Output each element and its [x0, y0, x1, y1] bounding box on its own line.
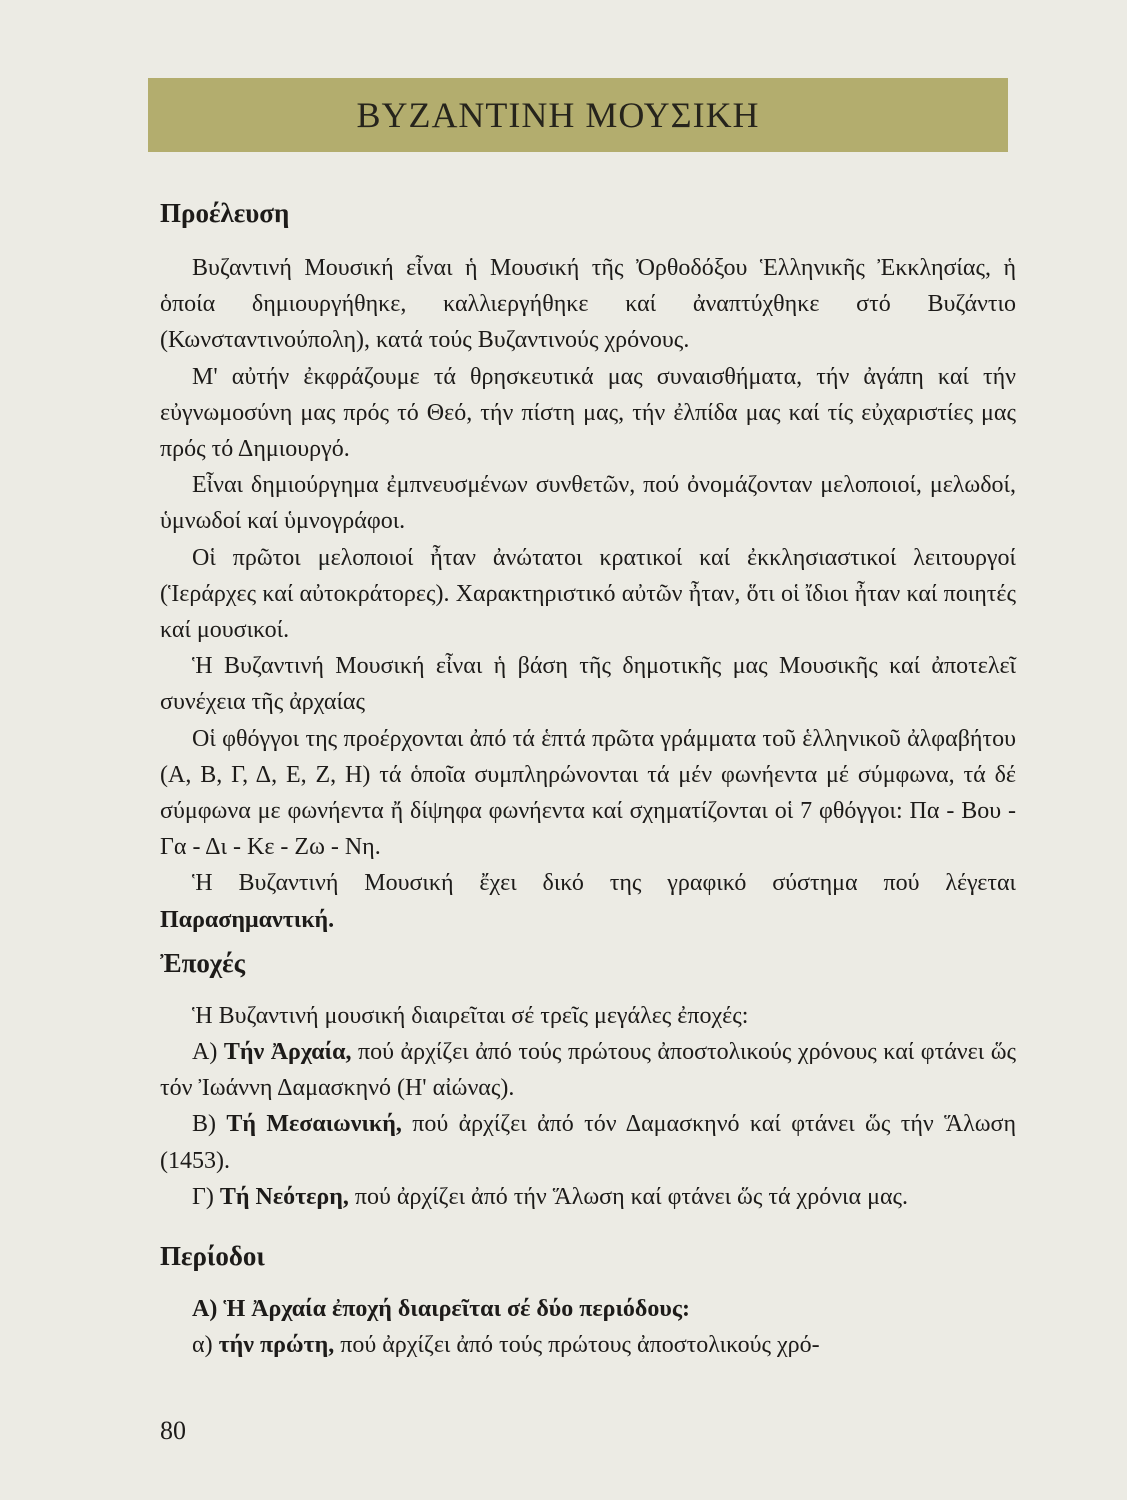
period-marker: α) [192, 1332, 213, 1359]
page-title: ΒΥΖΑΝΤΙΝΗ ΜΟΥΣΙΚΗ [356, 95, 760, 135]
paragraph: Εἶναι δημιούργημα ἐμπνευσμένων συνθετῶν, πού ὀνομάζονταν μελοποιοί, μελωδοί, ὑμνωδοί καί ὑμνογράφοι. [160, 472, 1016, 535]
era-text: πού ἀρχίζει ἀπό τόν Δαμασκηνό καί φτάνει ὥς τήν Ἅλωση (1453). [160, 1111, 1017, 1174]
heading-periods: Περίοδοι [160, 1241, 265, 1272]
paragraph: Μ' αὐτήν ἐκφράζουμε τά θρησκευτικά μας συναισθήματα, τήν ἀγάπη καί τήν εὐγνωμοσύνη μας πρός τό Θεό, τήν πίστη μας, τήν ἐλπίδα μας καί τίς εὐχαριστίες μας πρός τό Δημιουργό. [160, 363, 1016, 463]
periods-intro [160, 1291, 1016, 1327]
era-name: Τή Μεσαιωνική, [226, 1111, 402, 1138]
era-item [160, 1034, 1016, 1106]
era-item [160, 1106, 1016, 1178]
notation-text: Ἡ Βυζαντινή Μουσική ἔχει δικό της γραφικό σύστημα πού λέγεται [192, 870, 1016, 897]
title-banner [148, 78, 1008, 152]
heading-eras: Ἐποχές [160, 947, 245, 978]
era-text: πού ἀρχίζει ἀπό τήν Ἅλωση καί φτάνει ὥς τά χρόνια μας. [354, 1183, 909, 1210]
period-text: πού ἀρχίζει ἀπό τούς πρώτους ἀποστολικούς χρό- [340, 1332, 820, 1359]
period-item [160, 1327, 1016, 1363]
era-marker: Γ) [192, 1183, 214, 1210]
era-name: Τήν Ἀρχαία, [223, 1039, 352, 1066]
paragraph: Βυζαντινή Μουσική εἶναι ἡ Μουσική τῆς Ὀρθοδόξου Ἑλληνικῆς Ἐκκλησίας, ἡ ὁποία δημιουργήθηκε, καλλιεργήθηκε καί ἀναπτύχθηκε στό Βυζάντιο (Κωνσταντινούπολη), κατά τούς Βυζαντινούς χρόνους. [160, 255, 1016, 354]
period-name: τήν πρώτη, [218, 1332, 335, 1359]
heading-origin: Προέλευση [160, 198, 290, 228]
notation-term: Παρασημαντική. [160, 906, 335, 933]
era-name: Τή Νεότερη, [219, 1183, 349, 1210]
era-marker: Α) [192, 1039, 218, 1066]
era-marker: Β) [192, 1111, 216, 1138]
page-number: 80 [160, 1416, 186, 1445]
notation-paragraph [160, 865, 1016, 937]
periods-intro-text: Α) Ἡ Ἀρχαία ἐποχή διαιρεῖται σέ δύο περιόδους: [192, 1296, 690, 1323]
paragraph: Οἱ πρῶτοι μελοποιοί ἦταν ἀνώτατοι κρατικοί καί ἐκκλησιαστικοί λειτουργοί (Ἱεράρχες καί αὐτοκράτορες). Χαρακτηριστικό αὐτῶν ἦταν, ὅτι οἱ ἴδιοι ἦταν καί ποιητές καί μουσικοί. [160, 544, 1016, 644]
era-item [160, 1179, 1016, 1215]
era-text: πού ἀρχίζει ἀπό τούς πρώτους ἀποστολικούς χρόνους καί φτάνει ὥς τόν Ἰωάννη Δαμασκηνό (Η' αἰώνας). [160, 1039, 1017, 1102]
paragraph: Οἱ φθόγγοι της προέρχονται ἀπό τά ἑπτά πρῶτα γράμματα τοῦ ἑλληνικοῦ ἀλφαβήτου (Α, Β, Γ, Δ, Ε, Ζ, Η) τά ὁποῖα συμπληρώνονται τά μέν φωνήεντα μέ σύμφωνα, τά δέ σύμφωνα με φωνήεντα ἤ δίψηφα φωνήεντα καί σχηματίζονται οἱ 7 φθόγγοι: Πα - Βου - Γα - Δι - Κε - Ζω - Νη. [160, 725, 1016, 861]
paragraph: Ἡ Βυζαντινή Μουσική εἶναι ἡ βάση τῆς δημοτικῆς μας Μουσικῆς καί ἀποτελεῖ συνέχεια τῆς ἀρχαίας [160, 653, 1016, 716]
page-body [160, 192, 1016, 1363]
eras-intro: Ἡ Βυζαντινή μουσική διαιρεῖται σέ τρεῖς μεγάλες ἐποχές: [192, 1002, 749, 1029]
